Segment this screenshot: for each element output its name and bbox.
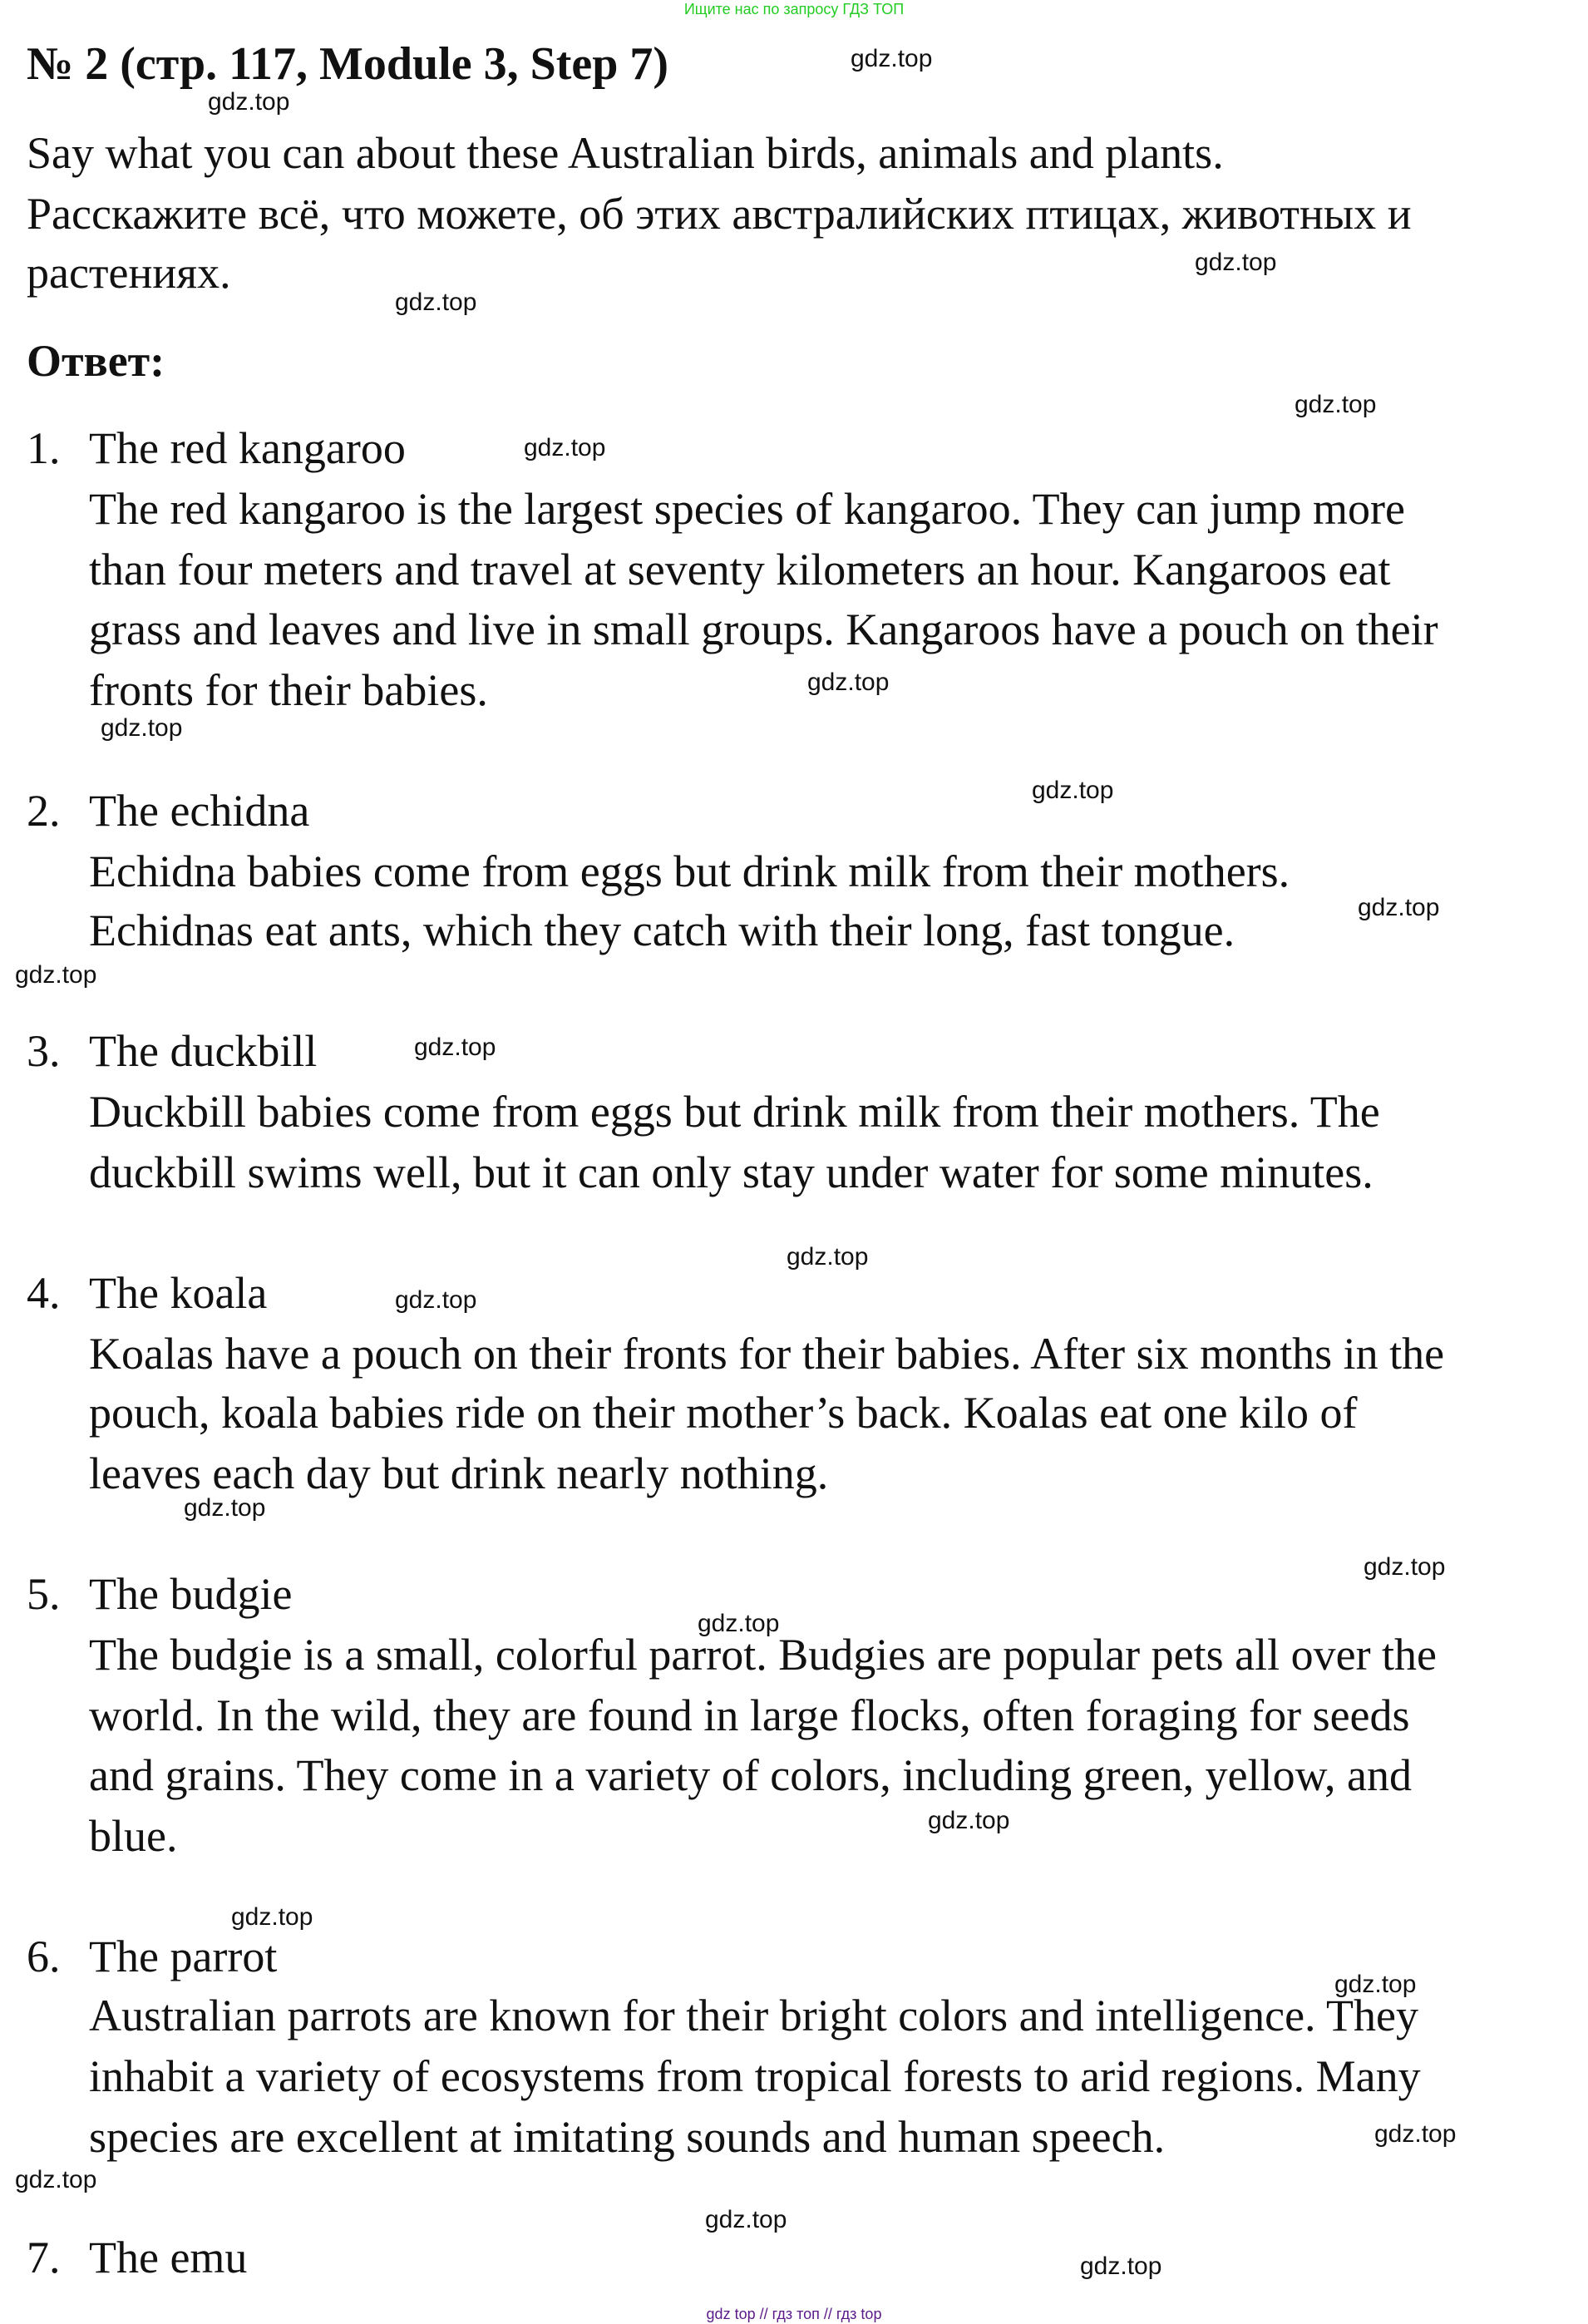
- item-text-line: Echidnas eat ants, which they catch with their long, fast tongue.: [89, 905, 1235, 955]
- page-title: № 2 (стр. 117, Module 3, Step 7): [27, 38, 669, 90]
- item-text-line: The budgie is a small, colorful parrot. Budgies are popular pets all over the: [89, 1630, 1438, 1680]
- watermark: gdz.top: [395, 289, 477, 316]
- footer-watermark: gdz top // гдз топ // гдз top: [706, 2306, 882, 2322]
- task-russian: Расскажите всё, что можете, об этих австралийских птицах, животных и: [27, 189, 1412, 239]
- item-heading: The budgie: [89, 1569, 293, 1619]
- item-heading: The emu: [89, 2233, 248, 2282]
- watermark: gdz.top: [524, 434, 606, 461]
- watermark: gdz.top: [1080, 2252, 1162, 2280]
- watermark: gdz.top: [395, 1286, 477, 1314]
- watermark: gdz.top: [414, 1034, 496, 1061]
- item-text-line: world. In the wild, they are found in large flocks, often foraging for seeds: [89, 1690, 1410, 1740]
- watermark: gdz.top: [184, 1494, 266, 1522]
- search-banner: Ищите нас по запросу ГДЗ ТОП: [683, 1, 905, 17]
- answer-label: Ответ:: [27, 336, 165, 386]
- item-heading: The echidna: [89, 786, 310, 836]
- item-text-line: blue.: [89, 1811, 178, 1861]
- watermark: gdz.top: [698, 1610, 780, 1637]
- item-number: 2.: [27, 786, 61, 836]
- item-heading: The koala: [89, 1268, 268, 1318]
- item-heading: The parrot: [89, 1932, 278, 1981]
- watermark: gdz.top: [231, 1903, 313, 1931]
- watermark: gdz.top: [208, 88, 290, 116]
- item-number: 3.: [27, 1026, 61, 1076]
- item-number: 7.: [27, 2233, 61, 2282]
- watermark: gdz.top: [807, 669, 890, 696]
- item-text-line: Duckbill babies come from eggs but drink milk from their mothers. The: [89, 1087, 1380, 1137]
- item-text-line: species are excellent at imitating sounds and human speech.: [89, 2112, 1166, 2162]
- watermark: gdz.top: [787, 1243, 869, 1271]
- item-number: 6.: [27, 1932, 61, 1981]
- item-number: 1.: [27, 423, 61, 473]
- item-text-line: pouch, koala babies ride on their mother’s back. Koalas eat one kilo of: [89, 1388, 1358, 1438]
- item-text-line: The red kangaroo is the largest species of kangaroo. They can jump more: [89, 484, 1405, 534]
- watermark: gdz.top: [851, 45, 933, 72]
- watermark: gdz.top: [101, 714, 183, 742]
- item-text-line: inhabit a variety of ecosystems from tropical forests to arid regions. Many: [89, 2051, 1421, 2101]
- watermark: gdz.top: [1334, 1971, 1417, 1998]
- watermark: gdz.top: [1374, 2120, 1457, 2148]
- item-text-line: Echidna babies come from eggs but drink milk from their mothers.: [89, 846, 1290, 896]
- item-text-line: duckbill swims well, but it can only stay under water for some minutes.: [89, 1147, 1373, 1197]
- watermark: gdz.top: [1358, 894, 1440, 921]
- watermark: gdz.top: [1364, 1553, 1446, 1581]
- item-text-line: leaves each day but drink nearly nothing.: [89, 1448, 829, 1498]
- watermark: gdz.top: [1032, 777, 1114, 804]
- item-text-line: Koalas have a pouch on their fronts for their babies. After six months in the: [89, 1329, 1445, 1379]
- watermark: gdz.top: [15, 2166, 97, 2193]
- item-number: 5.: [27, 1569, 61, 1619]
- item-text-line: fronts for their babies.: [89, 665, 488, 715]
- watermark: gdz.top: [1295, 391, 1377, 418]
- watermark: gdz.top: [1195, 249, 1277, 276]
- item-heading: The red kangaroo: [89, 423, 406, 473]
- watermark: gdz.top: [928, 1807, 1010, 1834]
- watermark: gdz.top: [705, 2206, 787, 2233]
- item-number: 4.: [27, 1268, 61, 1318]
- watermark: gdz.top: [15, 961, 97, 989]
- task-russian: растениях.: [27, 248, 231, 298]
- item-text-line: than four meters and travel at seventy kilometers an hour. Kangaroos eat: [89, 545, 1391, 595]
- item-text-line: grass and leaves and live in small groups. Kangaroos have a pouch on their: [89, 604, 1438, 654]
- task-english: Say what you can about these Australian birds, animals and plants.: [27, 128, 1224, 178]
- item-heading: The duckbill: [89, 1026, 318, 1076]
- item-text-line: and grains. They come in a variety of colors, including green, yellow, and: [89, 1750, 1413, 1800]
- item-text-line: Australian parrots are known for their bright colors and intelligence. They: [89, 1991, 1419, 2040]
